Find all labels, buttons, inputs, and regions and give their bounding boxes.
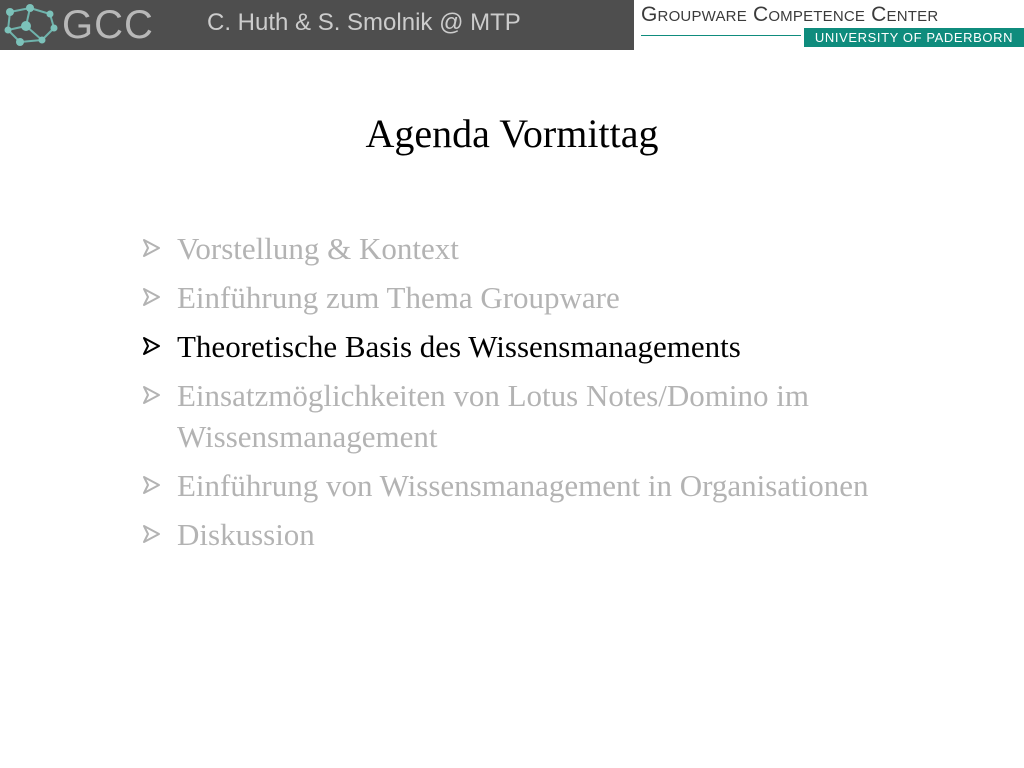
arrow-bullet-icon: [141, 238, 161, 258]
agenda-item-label: Theoretische Basis des Wissensmanagements: [177, 329, 741, 364]
agenda-item-label: Einführung von Wissensmanagement in Organisationen: [177, 468, 869, 503]
header-bar: [0, 0, 1024, 50]
agenda-item: [140, 228, 960, 269]
slide-title: Agenda Vormittag: [365, 111, 659, 156]
arrow-bullet-icon: [141, 287, 161, 307]
logo-divider: [641, 35, 801, 36]
agenda-item: [140, 465, 960, 506]
agenda-item: [140, 375, 960, 457]
arrow-bullet-icon: [141, 336, 161, 356]
agenda-item-label: Einsatzmöglichkeiten von Lotus Notes/Domino im Wissensmanagement: [177, 378, 809, 454]
arrow-bullet-icon: [141, 385, 161, 405]
university-name: UNIVERSITY OF PADERBORN: [814, 30, 1014, 45]
gcc-network-icon: [0, 0, 64, 50]
gcc-center-logo: [634, 0, 1024, 50]
agenda-item-label: Vorstellung & Kontext: [177, 231, 459, 266]
agenda-item: [140, 514, 960, 555]
agenda-item: [140, 277, 960, 318]
agenda-list: [140, 228, 960, 563]
agenda-item-label: Einführung zum Thema Groupware: [177, 280, 620, 315]
university-badge: [804, 28, 1024, 47]
gcc-logo-text: GCC: [62, 3, 154, 47]
agenda-item-label: Diskussion: [177, 517, 315, 552]
arrow-bullet-icon: [141, 524, 161, 544]
arrow-bullet-icon: [141, 475, 161, 495]
authors-label: C. Huth & S. Smolnik @ MTP: [207, 9, 521, 36]
agenda-item: [140, 326, 960, 367]
center-name: Groupware Competence Center: [641, 3, 939, 26]
